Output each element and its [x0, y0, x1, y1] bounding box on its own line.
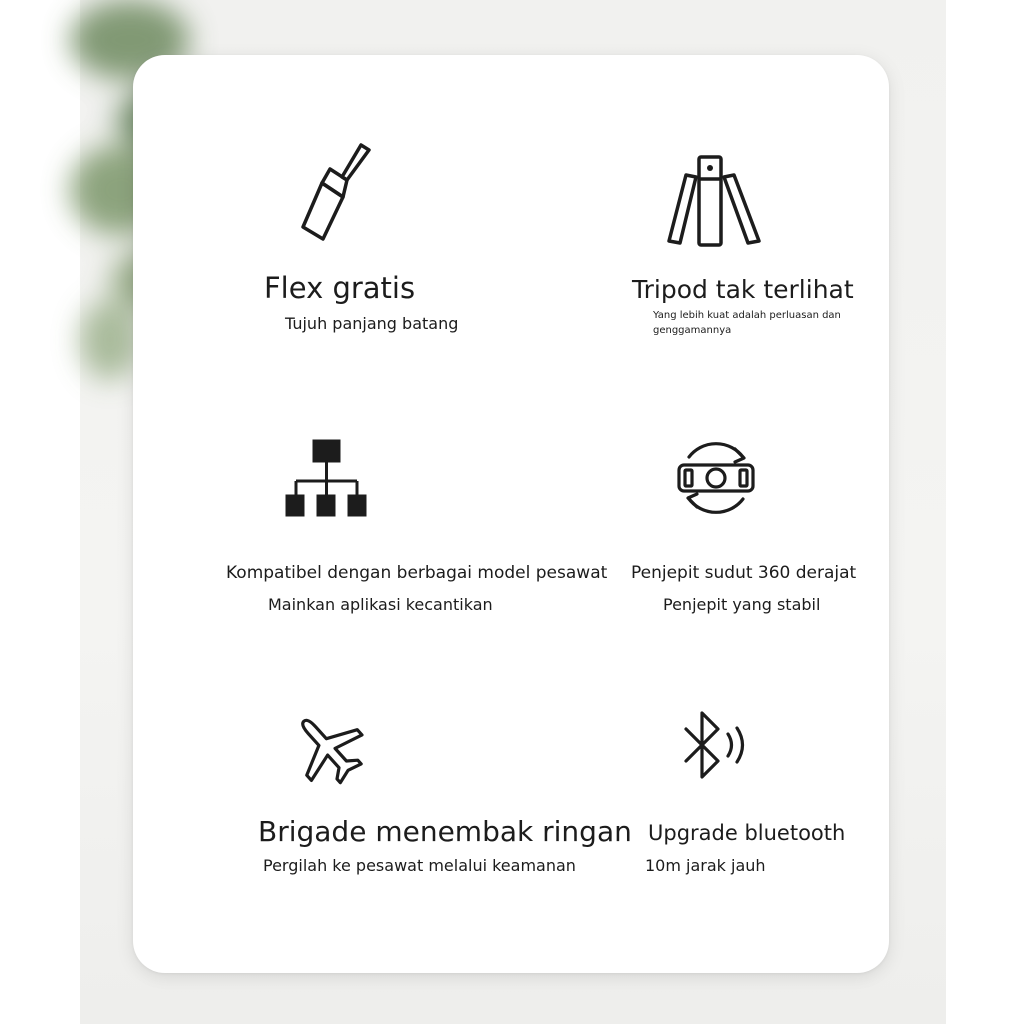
feature-subtitle-tripod-line-1: Yang lebih kuat adalah perluasan dan: [653, 310, 841, 321]
bluetooth-icon: [681, 707, 753, 787]
feature-card: [133, 55, 889, 973]
selfie-stick-icon: [295, 143, 375, 243]
feature-subtitle-tripod-line-2: genggamannya: [653, 325, 732, 336]
feature-subtitle-compatible: Mainkan aplikasi kecantikan: [268, 595, 493, 614]
feature-title-clamp: Penjepit sudut 360 derajat: [631, 563, 857, 583]
feature-subtitle-bluetooth: 10m jarak jauh: [645, 856, 766, 875]
feature-title-bluetooth: Upgrade bluetooth: [648, 821, 846, 845]
feature-subtitle-flex: Tujuh panjang batang: [285, 314, 459, 333]
hierarchy-icon: [285, 439, 369, 519]
feature-title-compatible: Kompatibel dengan berbagai model pesawat: [226, 563, 608, 583]
feature-subtitle-light-brigade: Pergilah ke pesawat melalui keamanan: [263, 856, 576, 875]
feature-title-flex: Flex gratis: [264, 271, 416, 305]
feature-subtitle-clamp: Penjepit yang stabil: [663, 595, 821, 614]
airplane-icon: [290, 710, 366, 786]
rotating-clamp-icon: [673, 435, 759, 521]
feature-title-tripod: Tripod tak terlihat: [632, 275, 854, 304]
tripod-icon: [666, 153, 762, 249]
feature-title-light-brigade: Brigade menembak ringan: [258, 815, 632, 848]
